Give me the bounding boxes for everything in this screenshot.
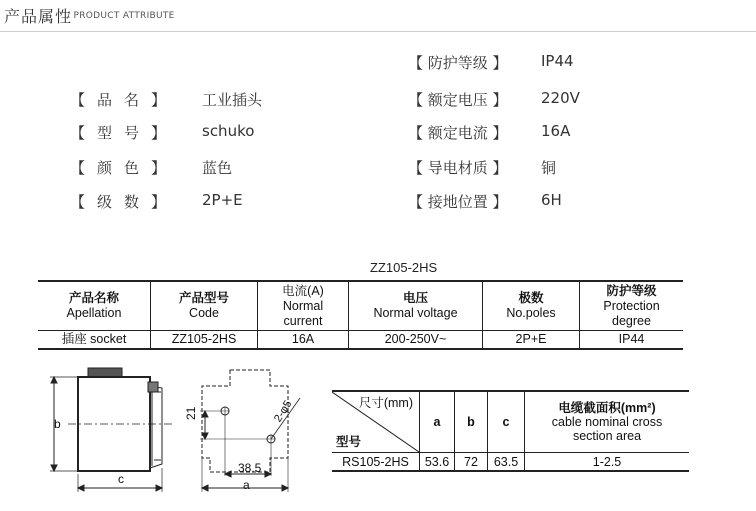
dim-label-phi: 2-φ5 [272,398,295,425]
attr-label: 【 颜 色 】 [70,159,166,177]
spec-table-row [38,331,683,350]
attr-value: IP44 [541,52,574,70]
table-cell: 200-250V~ [349,331,483,350]
header-cell: 电压 Normal voltage [349,281,483,331]
corner-label-size: 尺寸(mm) [358,396,413,410]
table-cell: 63.5 [488,453,525,472]
attr-value: 2P+E [202,191,243,209]
attr-label: 【 额定电流 】 [408,124,508,142]
attr-value: 220V [541,89,580,107]
table-cell: 16A [258,331,349,350]
corner-label-model: 型号 [336,435,362,449]
dimension-table-header-row [332,391,689,453]
table-cell: 插座 socket [38,331,151,350]
attr-value: schuko [202,122,255,140]
attr-label: 【 接地位置 】 [408,193,508,211]
attr-value: 6H [541,191,562,209]
attr-value: 蓝色 [202,159,233,177]
header-cell: 极数 No.poles [483,281,580,331]
attr-value: 16A [541,122,571,140]
header-cell: 电流(A) Normal current [258,281,349,331]
attr-label: 【 级 数 】 [70,193,166,211]
dim-label-b: b [54,417,61,431]
dimension-table-row [332,453,689,472]
header-cell: 防护等级 Protection degree [580,281,684,331]
attr-label: 【 型 号 】 [70,124,166,142]
attr-label: 【 额定电压 】 [408,91,508,109]
header-cell: 产品名称 Apellation [38,281,151,331]
attr-label: 【 防护等级 】 [408,54,508,72]
header-cell-c: c [488,391,525,453]
table-cell: 72 [455,453,488,472]
side-view-drawing [40,364,180,494]
model-caption: ZZ105-2HS [370,260,438,275]
attr-label: 【 导电材质 】 [408,159,508,177]
dim-label-38-5: 38.5 [238,461,262,475]
table-cell: 1-2.5 [525,453,690,472]
section-title-en: / PRODUCT ATTRIBUTE [67,11,175,21]
header-divider [0,31,756,32]
header-cell: 产品型号 Code [151,281,258,331]
dim-label-a: a [243,478,250,492]
table-cell: ZZ105-2HS [151,331,258,350]
table-cell: 53.6 [420,453,455,472]
dim-label-21: 21 [184,406,198,420]
header-cell-a: a [420,391,455,453]
attr-value: 铜 [541,159,557,177]
spec-table [38,280,683,350]
attr-label: 【 品 名 】 [70,91,166,109]
section-title-cn: 产品属性 [4,7,73,26]
attr-value: 工业插头 [202,91,263,109]
header-cell-b: b [455,391,488,453]
dim-label-c: c [118,472,124,486]
section-header [0,2,756,28]
table-cell: RS105-2HS [332,453,420,472]
header-cell-cable: 电缆截面积(mm²) cable nominal cross section area [525,391,690,453]
table-cell: 2P+E [483,331,580,350]
spec-table-header-row [38,281,683,331]
table-cell: IP44 [580,331,684,350]
corner-cell [332,391,420,453]
dimension-table [332,390,689,472]
